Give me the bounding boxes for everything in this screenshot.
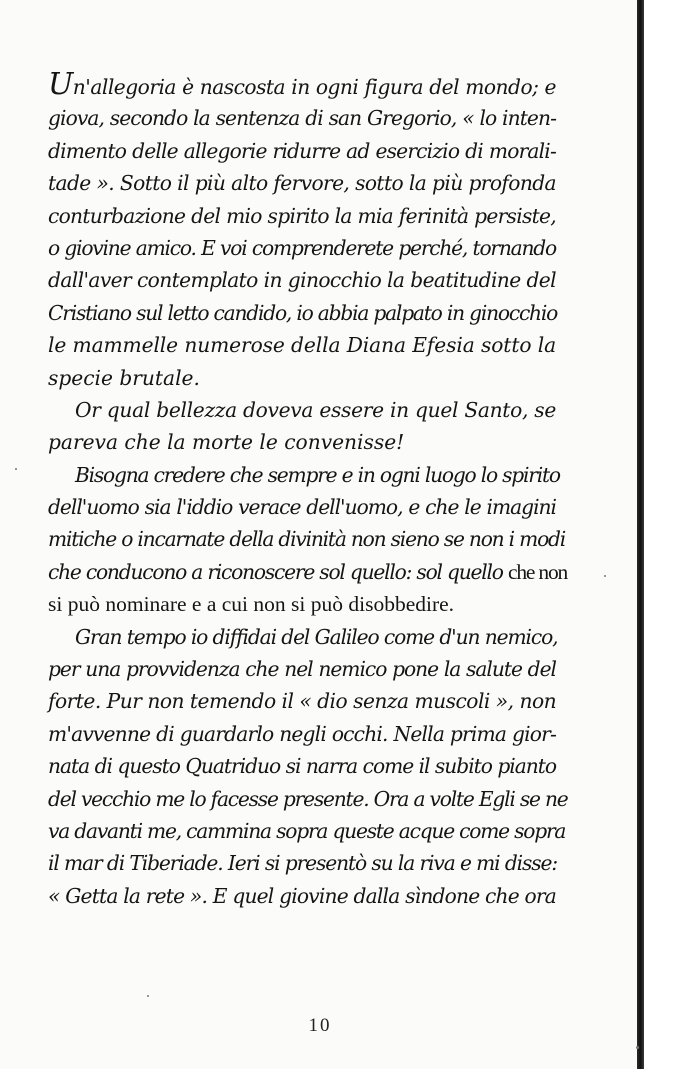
text-line: forte. Pur non temendo il « dio senza muscoli », non: [48, 689, 557, 714]
first-line-rest: n'allegoria è nascosta in ogni figura del mondo; e: [72, 75, 556, 99]
print-speck: [147, 995, 149, 997]
text-line: dell'uomo sia l'iddio verace dell'uomo, e che le imagini: [48, 495, 556, 520]
text-line: Cristiano sul letto candido, io abbia palpato in ginocchio: [48, 300, 558, 325]
text-line: o giovine amico. E voi comprenderete perché, tornando: [48, 235, 556, 260]
text-line: le mammelle numerose della Diana Efesia sotto la: [48, 333, 556, 358]
text-line: il mar di Tiberiade. Ieri si presentò su la riva e mi disse:: [48, 851, 558, 876]
text-line: Bisogna credere che sempre e in ogni luogo lo spirito: [75, 462, 560, 487]
print-speck: [604, 575, 606, 577]
italic-segment: che conducono a riconoscere sol quello: sol quello: [48, 559, 503, 584]
text-line: « Getta la rete ». E quel giovine dalla sìndone che ora: [48, 883, 556, 908]
text-line: dall'aver contemplato in ginocchio la beatitudine del: [48, 268, 556, 293]
roman-segment: che non: [507, 559, 568, 584]
text-line: [48, 556, 568, 588]
initial-letter: U: [48, 67, 73, 102]
print-speck: [15, 468, 17, 470]
text-line: mitiche o incarnate della divinità non sieno se non i modi: [48, 527, 566, 552]
text-line: dimento delle allegorie ridurre ad esercizio di morali-: [48, 138, 556, 163]
facing-page-edge: [644, 0, 700, 1069]
print-speck: [636, 1046, 639, 1049]
body-text: [48, 67, 568, 912]
text-line: nata di questo Quatriduo si narra come il subito pianto: [48, 754, 557, 779]
text-line: del vecchio me lo facesse presente. Ora a volte Egli se ne: [48, 786, 568, 811]
text-line: pareva che la morte le convenisse!: [48, 430, 405, 455]
page-number: 10: [308, 1015, 332, 1036]
book-spine-shadow: [637, 0, 644, 1069]
text-line: si può nominare e a cui non si può disobbedire.: [48, 592, 455, 617]
text-line: specie brutale.: [48, 365, 200, 390]
text-line: va davanti me, cammina sopra queste acque come sopra: [48, 818, 566, 843]
text-line: Or qual bellezza doveva essere in quel Santo, se: [75, 397, 556, 422]
text-line: conturbazione del mio spirito la mia ferinità persiste,: [48, 203, 556, 228]
text-line: tade ». Sotto il più alto fervore, sotto la più profonda: [48, 171, 556, 196]
text-line: Gran tempo io diffidai del Galileo come d'un nemico,: [75, 624, 558, 649]
text-line: per una provvidenza che nel nemico pone la salute del: [48, 657, 556, 682]
text-line: m'avvenne di guardarlo negli occhi. Nella prima gior-: [48, 721, 556, 746]
text-line: giova, secondo la sentenza di san Gregorio, « lo inten-: [48, 106, 556, 131]
text-line: [48, 67, 556, 102]
